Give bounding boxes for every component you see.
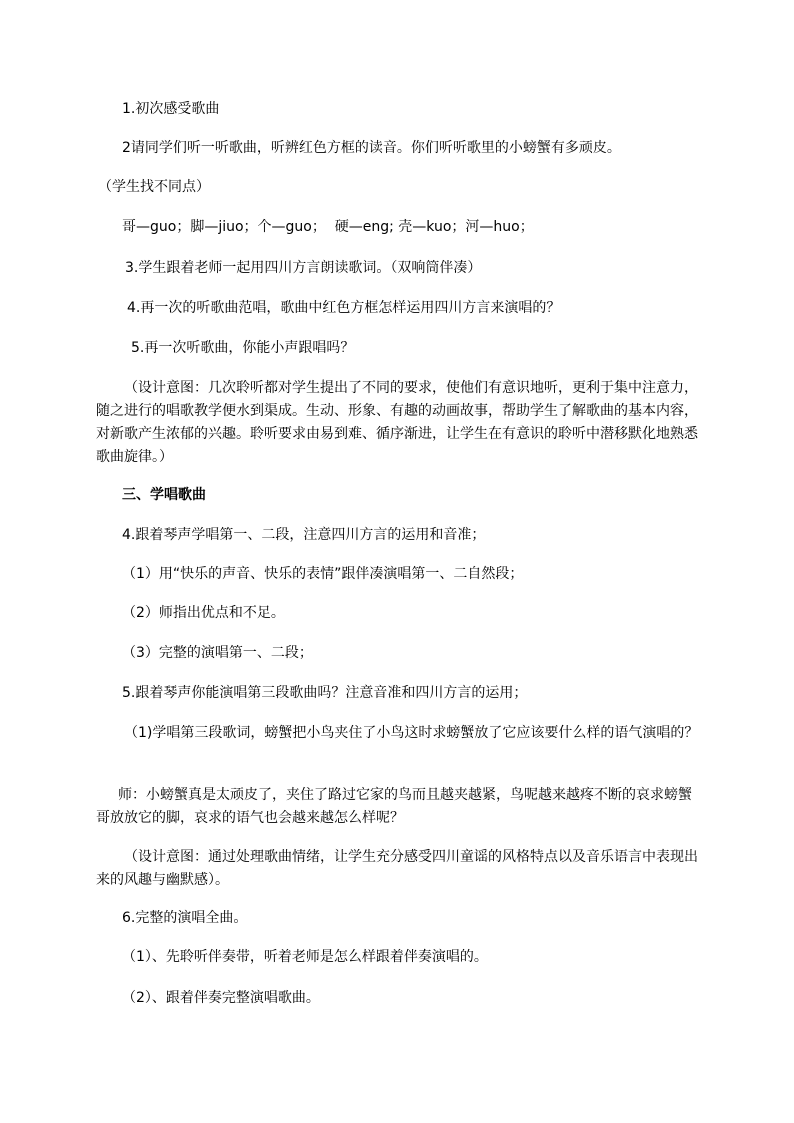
- pronunciation-list: 哥—guo；脚—jiuo；个—guo； 硬—eng; 壳—kuo；河—huo；: [122, 219, 534, 235]
- step-read-lyrics: 3.学生跟着老师一起用四川方言朗读歌词。（双响筒伴凑）: [125, 260, 482, 276]
- note-find-differences: （学生找不同点）: [98, 179, 210, 195]
- step-listen-pronunciation: 2请同学们听一听歌曲，听辨红色方框的读音。你们听听歌里的小螃蟹有多顽皮。: [122, 140, 621, 156]
- verse-3-question: （1)学唱第三段歌词，螃蟹把小鸟夹住了小鸟这时求螃蟹放了它应该要什么样的语气演唱的？: [124, 725, 699, 741]
- step-learn-verse-1-2: 4.跟着琴声学唱第一、二段，注意四川方言的运用和音准；: [122, 527, 486, 543]
- step-sing-whole-song: 6.完整的演唱全曲。: [122, 910, 248, 926]
- design-intent-emotion: （设计意图：通过处理歌曲情绪，让学生充分感受四川童谣的风格特点以及音乐语言中表现出来的风趣与幽默感）。: [96, 849, 698, 888]
- substep-2: （2）师指出优点和不足。: [122, 605, 285, 621]
- final-substep-1: （1）、先聆听伴奏带，听着老师是怎么样跟着伴奏演唱的。: [122, 949, 488, 965]
- step-sing-verse-3: 5.跟着琴声你能演唱第三段歌曲吗？注意音准和四川方言的运用；: [122, 685, 528, 701]
- section-heading-learn-song: 三、学唱歌曲: [122, 487, 206, 503]
- substep-3: （3）完整的演唱第一、二段；: [122, 645, 313, 661]
- design-intent-listening: （设计意图：几次聆听都对学生提出了不同的要求，使他们有意识地听，更利于集中注意力，随之进行的唱歌教学便水到渠成。生动、形象、有趣的动画故事，帮助学生了解歌曲的基本内容，对新歌产生浓郁的兴趣。聆听要求由易到难、循序渐进，让学生在有意识的聆听中潜移默化地熟悉歌曲旋律。）: [96, 380, 698, 465]
- substep-1: （1）用“快乐的声音、快乐的表情”跟伴凑演唱第一、二自然段；: [122, 566, 524, 582]
- step-sing-along: 5.再一次听歌曲，你能小声跟唱吗？: [131, 340, 355, 356]
- teacher-dialogue: 师：小螃蟹真是太顽皮了，夹住了路过它家的鸟而且越夹越紧，鸟呢越来越疼不断的哀求螃蟹哥放放它的脚，哀求的语气也会越来越怎么样呢？: [96, 787, 692, 826]
- step-first-listen: 1.初次感受歌曲: [122, 101, 220, 117]
- step-listen-again: 4.再一次的听歌曲范唱，歌曲中红色方框怎样运用四川方言来演唱的？: [127, 300, 561, 316]
- final-substep-2: （2）、跟着伴奏完整演唱歌曲。: [122, 990, 320, 1006]
